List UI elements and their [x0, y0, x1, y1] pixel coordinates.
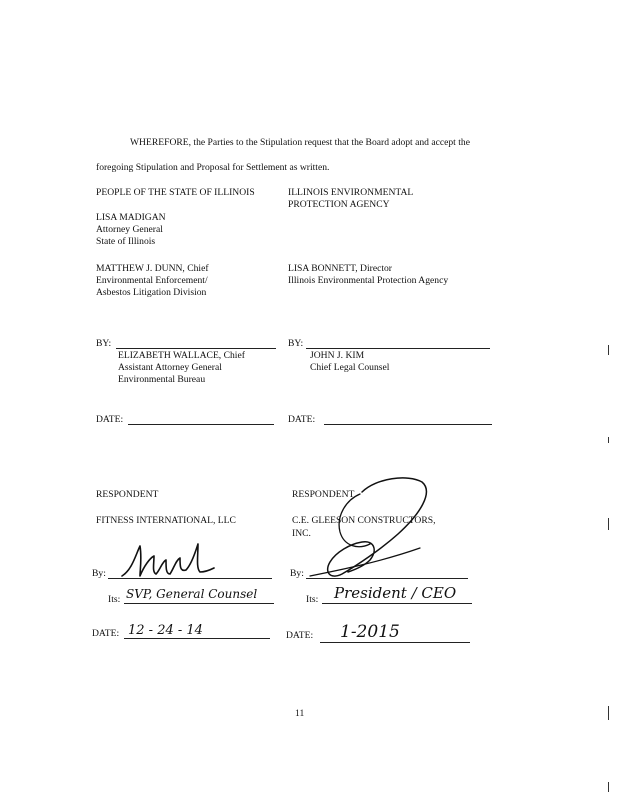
respondent-right-by-line: [306, 578, 468, 579]
respondent-left-date-value: 12 - 24 - 14: [128, 623, 203, 638]
respondent-right-its-line: [322, 603, 472, 604]
respondent-right-signature: [300, 470, 440, 585]
left-official2-division: Asbestos Litigation Division: [96, 287, 207, 298]
respondent-right-by-label: By:: [290, 568, 304, 579]
left-official1-title: Attorney General: [96, 224, 163, 235]
right-date-label: DATE:: [288, 414, 316, 425]
left-official1-office: State of Illinois: [96, 236, 156, 247]
intro-line-2: foregoing Stipulation and Proposal for Settlement as written.: [96, 162, 330, 173]
page-number: 11: [295, 708, 305, 719]
left-official1-name: LISA MADIGAN: [96, 212, 166, 223]
respondent-right-its-value: President / CEO: [334, 584, 457, 602]
right-official-name: LISA BONNETT, Director: [288, 263, 392, 274]
respondent-left-label: RESPONDENT: [96, 489, 159, 500]
right-official-agency: Illinois Environmental Protection Agency: [288, 275, 449, 286]
respondent-left-company: FITNESS INTERNATIONAL, LLC: [96, 515, 236, 526]
scan-speck: [608, 706, 609, 720]
scan-speck: [608, 437, 609, 443]
scan-speck: [608, 782, 609, 792]
right-signer-name: JOHN J. KIM: [310, 350, 365, 361]
left-official2-title: Environmental Enforcement/: [96, 275, 208, 286]
left-signer-name: ELIZABETH WALLACE, Chief: [118, 350, 245, 361]
intro-line-1: WHEREFORE, the Parties to the Stipulation request that the Board adopt and accept the: [130, 137, 470, 148]
right-by-label: BY:: [288, 338, 304, 349]
respondent-right-date-value: 1-2015: [340, 622, 400, 642]
right-by-signature-line: [306, 348, 490, 349]
respondent-left-by-line: [108, 578, 272, 579]
respondent-right-its-label: Its:: [306, 594, 319, 605]
respondent-left-its-line: [124, 603, 274, 604]
respondent-left-signature: [118, 540, 218, 582]
respondent-right-company: C.E. GLEESON CONSTRUCTORS,: [292, 515, 436, 526]
left-date-line: [128, 424, 274, 425]
respondent-left-its-label: Its:: [108, 594, 121, 605]
right-date-line: [324, 424, 492, 425]
respondent-right-date-label: DATE:: [286, 630, 314, 641]
left-signer-bureau: Environmental Bureau: [118, 374, 206, 385]
right-party-heading-2: PROTECTION AGENCY: [288, 199, 390, 210]
scan-speck: [608, 345, 609, 355]
left-by-signature-line: [116, 348, 276, 349]
respondent-right-label: RESPONDENT: [292, 489, 355, 500]
left-signer-title: Assistant Attorney General: [118, 362, 222, 373]
right-signer-title: Chief Legal Counsel: [310, 362, 390, 373]
respondent-left-date-line: [124, 638, 270, 639]
respondent-left-date-label: DATE:: [92, 628, 120, 639]
right-party-heading-1: ILLINOIS ENVIRONMENTAL: [288, 187, 414, 198]
respondent-right-date-line: [320, 642, 470, 643]
respondent-left-by-label: By:: [92, 568, 106, 579]
left-by-label: BY:: [96, 338, 112, 349]
respondent-right-company-suffix: INC.: [292, 528, 311, 539]
left-official2-name: MATTHEW J. DUNN, Chief: [96, 263, 209, 274]
respondent-left-its-value: SVP, General Counsel: [126, 587, 258, 601]
scan-speck: [608, 518, 609, 530]
left-date-label: DATE:: [96, 414, 124, 425]
left-party-heading: PEOPLE OF THE STATE OF ILLINOIS: [96, 187, 255, 198]
